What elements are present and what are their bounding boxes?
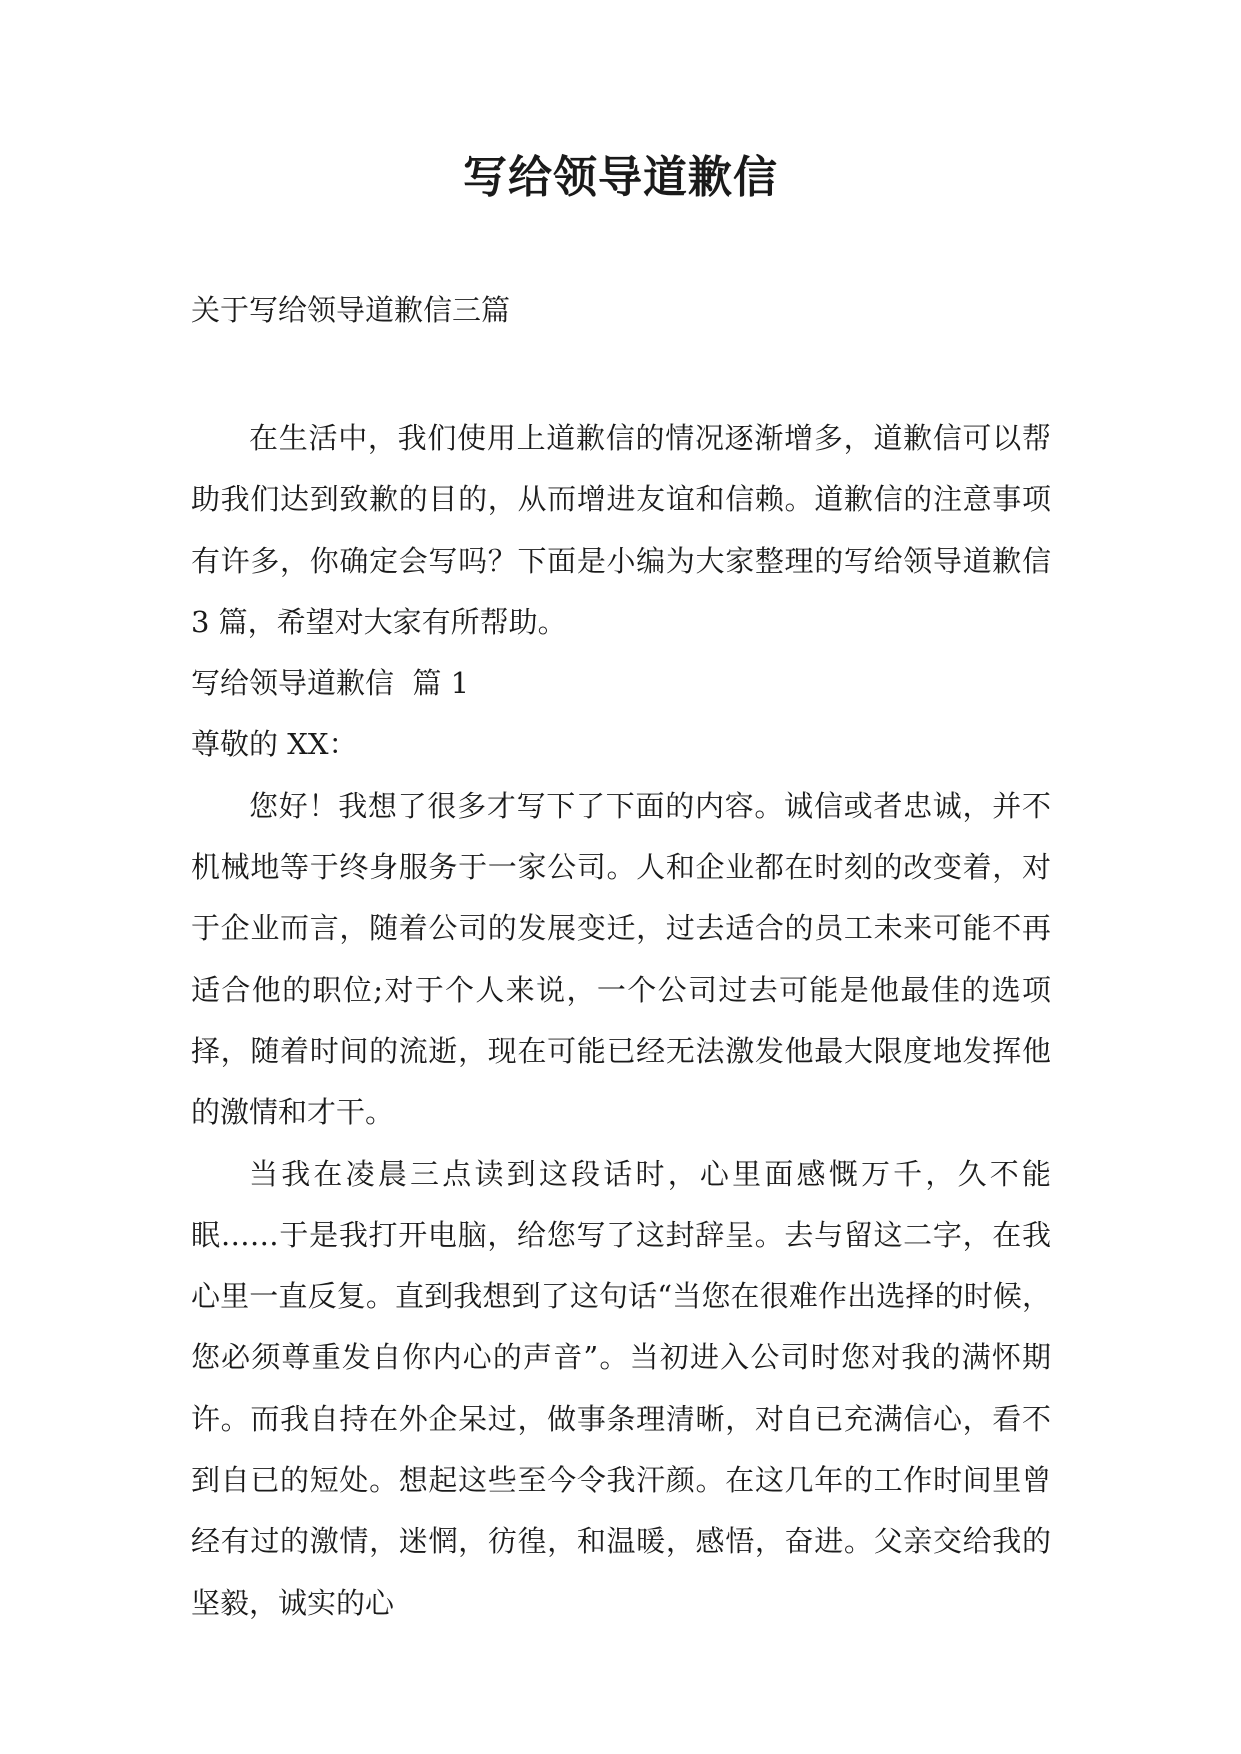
document-title: 写给领导道歉信 — [463, 152, 778, 203]
section-heading: 写给领导道歉信 篇 1 — [191, 666, 470, 701]
salutation: 尊敬的 XX： — [191, 727, 358, 762]
body-paragraph-2: 当我在凌晨三点读到这段话时，心里面感慨万千，久不能眠……于是我打开电脑，给您写了这封辞呈。去与留这二字，在我心里一直反复。直到我想到了这句话“当您在很难作出选择的时候，您必须尊重发自你内心的声音”。当初进入公司时您对我的满怀期许。而我自持在外企呆过，做事条理清晰，对自已充满信心，看不到自已的短处。想起这些至今令我汗颜。在这几年的工作时间里曾经有过的激情，迷惘，彷徨，和温暖，感悟，奋进。父亲交给我的坚毅，诚实的心 — [191, 1156, 1051, 1620]
body-paragraph-1: 您好！我想了很多才写下了下面的内容。诚信或者忠诚，并不机械地等于终身服务于一家公司。人和企业都在时刻的改变着，对于企业而言，随着公司的发展变迁，过去适合的员工未来可能不再适合他的职位;对于个人来说，一个公司过去可能是他最佳的选项择，随着时间的流逝，现在可能已经无法激发他最大限度地发挥他的激情和才干。 — [191, 788, 1051, 1130]
intro-paragraph: 在生活中，我们使用上道歉信的情况逐渐增多，道歉信可以帮助我们达到致歉的目的，从而增进友谊和信赖。道歉信的注意事项有许多，你确定会写吗？下面是小编为大家整理的写给领导道歉信 3 篇，希望对大家有所帮助。 — [191, 421, 1051, 639]
document-body — [191, 408, 1051, 1634]
document-subtitle: 关于写给领导道歉信三篇 — [191, 293, 511, 327]
